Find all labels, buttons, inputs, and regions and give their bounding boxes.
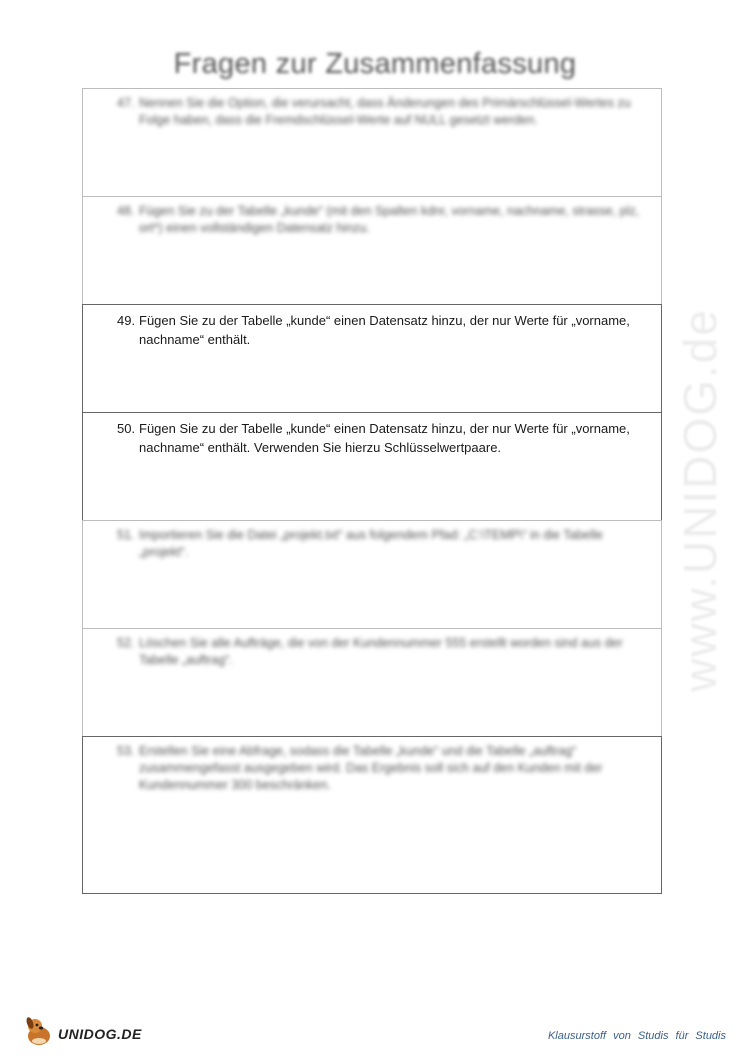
question-text: Löschen Sie alle Aufträge, die von der Kundennummer 555 erstellt worden sind aus der Tabelle „auftrag“. bbox=[139, 636, 623, 667]
question-text: Fügen Sie zu der Tabelle „kunde“ (mit den Spalten kdnr, vorname, nachname, strasse, plz, ort*) einen vollständigen Datensatz hinzu. bbox=[139, 204, 640, 235]
question-text: Fügen Sie zu der Tabelle „kunde“ einen Datensatz hinzu, der nur Werte für „vorname, nachname“ enthält. bbox=[139, 313, 630, 347]
question-51 bbox=[82, 520, 662, 628]
logo-text: UNIDOG.DE bbox=[58, 1026, 142, 1042]
question-50 bbox=[82, 412, 662, 520]
page-title: Fragen zur Zusammenfassung bbox=[173, 48, 577, 80]
question-number: 53. bbox=[117, 744, 135, 758]
question-48 bbox=[82, 196, 662, 304]
question-number: 47. bbox=[117, 96, 135, 110]
question-text: Erstellen Sie eine Abfrage, sodass die Tabelle „kunde“ und die Tabelle „auftrag“ zusammengefasst ausgegeben wird. Das Ergebnis soll sich auf den Kunden mit der Kundennummer 300 beschränken. bbox=[139, 744, 603, 792]
dog-icon bbox=[22, 1014, 56, 1048]
question-number: 50. bbox=[117, 421, 136, 436]
question-53 bbox=[82, 736, 662, 894]
question-number: 48. bbox=[117, 204, 135, 218]
question-text: Nennen Sie die Option, die verursacht, dass Änderungen des Primärschlüssel-Wertes zu Folge haben, dass die Fremdschlüssel-Werte auf NULL gesetzt werden. bbox=[139, 96, 631, 127]
question-number: 52. bbox=[117, 636, 135, 650]
question-49 bbox=[82, 304, 662, 412]
question-text: Fügen Sie zu der Tabelle „kunde“ einen Datensatz hinzu, der nur Werte für „vorname, nachname“ enthält. Verwenden Sie hierzu Schlüsselwertpaare. bbox=[139, 421, 630, 455]
footer-tagline: Klausurstoff von Studis für Studis bbox=[547, 1030, 726, 1042]
question-number: 51. bbox=[117, 528, 135, 542]
question-table bbox=[82, 88, 662, 894]
question-text: Importieren Sie die Datei „projekt.txt“ aus folgendem Pfad: „C:\TEMP\“ in die Tabelle „projekt“. bbox=[139, 528, 603, 559]
question-47 bbox=[82, 88, 662, 196]
watermark: www.UNIDOG.de bbox=[674, 308, 726, 692]
question-52 bbox=[82, 628, 662, 736]
question-number: 49. bbox=[117, 313, 136, 328]
unidog-logo bbox=[22, 1014, 162, 1048]
